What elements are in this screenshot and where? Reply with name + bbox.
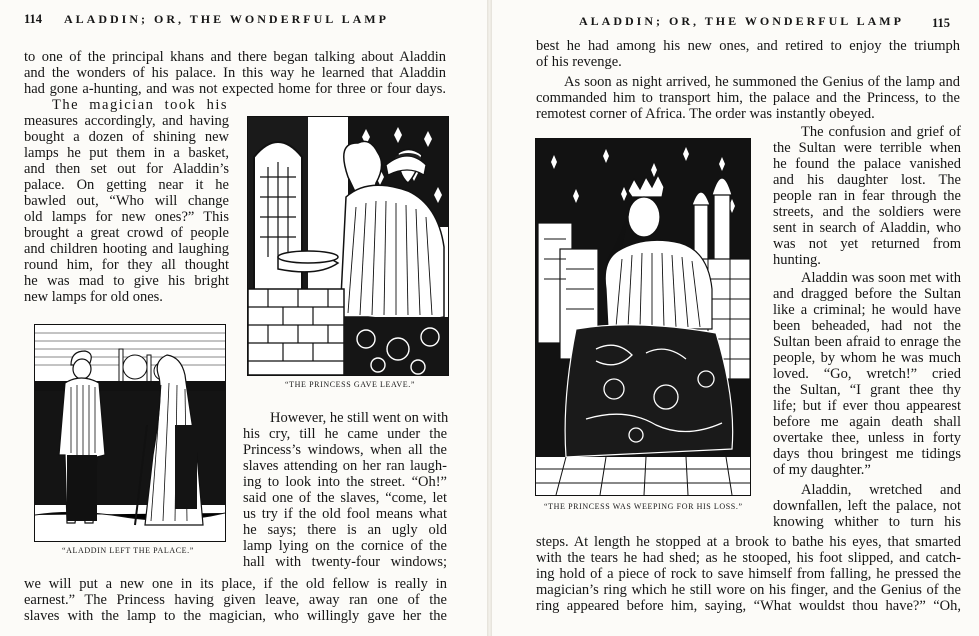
text-line: bawled out, “Who will change (24, 193, 229, 209)
text-line: As soon as night arrived, he summoned the Genius of the lamp and (564, 74, 960, 90)
text-line: overtake thee, unless in forty (773, 430, 961, 446)
text-line: best he had among his new ones, and retired to enjoy the triumph (536, 38, 960, 54)
text-line: and the wonders of his palace. In this way he learned that Aladdin (24, 65, 446, 81)
text-line: slaves with the lamp to the magician, who willingly gave her the (24, 608, 447, 624)
text-line: like a criminal; he would have (773, 302, 961, 318)
text-line: steps. At length he stopped at a brook to bathe his eyes, that smarted (536, 534, 961, 550)
text-line: people, by whom he was much (773, 350, 961, 366)
text-line: he found the palace vanished (773, 156, 961, 172)
text-line: of his revenge. (536, 54, 622, 70)
text-line: hall with twenty-four windows; (243, 554, 447, 570)
text-line: ing hold of a piece of rock to save himself from falling, he pressed the (536, 566, 961, 582)
text-line: Sultan been afraid to enrage the (773, 334, 961, 350)
text-line: The confusion and grief of (801, 124, 961, 140)
princess-window-illustration (247, 116, 449, 376)
text-line: his cry, till he came under the (243, 426, 447, 442)
text-line: lamp lying on the cornice of the (243, 538, 447, 554)
text-line: knowing whither to turn his (773, 514, 961, 530)
page-number: 115 (932, 16, 951, 30)
text-line: However, he still went on with (270, 410, 449, 426)
text-line: brought a great crowd of people (24, 225, 229, 241)
text-line: and then set out for Aladdin’s (24, 161, 229, 177)
text-line: ing to look into the street. “Oh!” (243, 474, 447, 490)
text-line: new lamps for old ones. (24, 289, 163, 305)
text-line: hunting. (773, 252, 821, 268)
text-line: palace. On getting near it he (24, 177, 229, 193)
text-line: and dragged before the Sultan (773, 286, 961, 302)
text-line: Aladdin, wretched and (801, 482, 961, 498)
text-line: Aladdin was soon met with (801, 270, 961, 286)
text-line: ring appeared before him, saying, “What wouldst thou have?” “Oh, (536, 598, 961, 614)
text-line: The magician took his (52, 97, 228, 113)
text-line: magician’s ring which he still wore on his finger, and the Genius of the (536, 582, 961, 598)
text-line: slaves attending on her ran laugh- (243, 458, 447, 474)
illustration-caption: “ALADDIN LEFT THE PALACE.” (62, 546, 194, 555)
text-line: and his daughter lost. The (773, 172, 961, 188)
text-line: life; but if ever thou appearest (773, 398, 961, 414)
text-line: bought a dozen of shining new (24, 129, 229, 145)
text-line: lamps he put them in a basket, (24, 145, 229, 161)
text-line: measures accordingly, and having (24, 113, 229, 129)
text-line: downfallen, left the palace, not (773, 498, 961, 514)
text-line: days thou bringest me tidings (773, 446, 961, 462)
text-line: remotest corner of Africa. The order was instantly obeyed. (536, 106, 875, 122)
text-line: streets, and the soldiers were (773, 204, 961, 220)
text-line: was not yet returned from (773, 236, 961, 252)
running-head: ALADDIN; OR, THE WONDERFUL LAMP (579, 14, 904, 28)
text-line: old lamps for new ones?” This (24, 209, 229, 225)
text-line: to one of the principal khans and there began talking about Aladdin (24, 49, 446, 65)
text-line: had gone a-hunting, and was not expected home for three or four days. (24, 81, 446, 97)
illustration-caption: “THE PRINCESS WAS WEEPING FOR HIS LOSS.” (544, 502, 743, 511)
text-line: and children hooting and laughing (24, 241, 229, 257)
text-line: sent in search of Aladdin, who (773, 220, 961, 236)
text-line: before me again death shall (773, 414, 961, 430)
text-line: the Sultan, “I grant thee thy (773, 382, 961, 398)
illustration-caption: “THE PRINCESS GAVE LEAVE.” (285, 380, 415, 389)
text-line: Princess’s windows, when all the (243, 442, 447, 458)
text-line: earnest.” The Princess having given leave, away ran one of the (24, 592, 447, 608)
text-line: been beheaded, had not the (773, 318, 961, 334)
text-line: said one of the slaves, “come, let (243, 490, 447, 506)
text-line: commanded him to transport him, the palace and the Princess, to the (536, 90, 960, 106)
running-head: ALADDIN; OR, THE WONDERFUL LAMP (64, 12, 389, 26)
text-line: he says; there is an ugly old (243, 522, 447, 538)
text-line: people ran in fear through the (773, 188, 961, 204)
text-line: loved. “Go, wretch!” cried (773, 366, 961, 382)
text-line: we will put a new one in its place, if the old fellow is really in (24, 576, 447, 592)
right-page (492, 0, 979, 636)
text-line: us try if the old fool means what (243, 506, 447, 522)
text-line: he was mad to give his bright (24, 273, 229, 289)
aladdin-palace-illustration (34, 324, 226, 542)
text-line: the Sultan were terrible when (773, 140, 961, 156)
left-page (0, 0, 487, 636)
princess-weeping-illustration (535, 138, 751, 496)
text-line: of my daughter.” (773, 462, 871, 478)
text-line: round him, for they all thought (24, 257, 229, 273)
page-number: 114 (24, 12, 43, 26)
text-line: with the tears he had shed; as he stooped, his foot slipped, and catch- (536, 550, 961, 566)
